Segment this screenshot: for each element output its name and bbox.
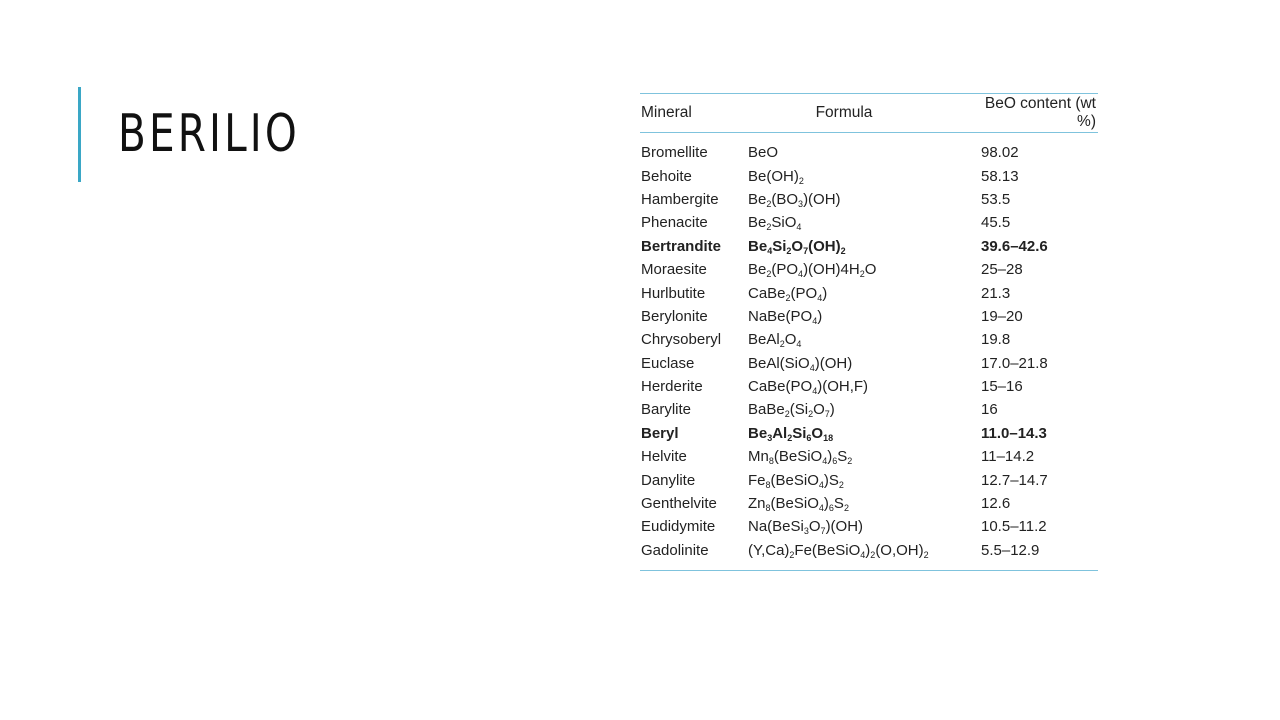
formula-cell: BeAl(SiO$_4$)(OH) — [748, 354, 853, 373]
table-row — [640, 445, 1098, 468]
table-row — [640, 188, 1098, 211]
table-row — [640, 539, 1098, 571]
beo-content-cell: 58.13 — [981, 167, 1019, 185]
mineral-cell: Eudidymite — [641, 518, 716, 536]
table-row — [640, 492, 1098, 515]
formula-cell: $Be(OH)_2$ — [748, 167, 804, 186]
mineral-cell: Bertrandite — [641, 237, 722, 255]
beo-content-cell: 98.02 — [981, 144, 1019, 162]
title-accent-bar — [78, 87, 81, 182]
table-row — [640, 375, 1098, 398]
formula-cell: $Be_4Si_2O_7(OH)_2$ — [748, 237, 846, 256]
formula-cell: $(Y,Ca)_2Fe(BeSiO_4)_2(O,OH)_2$ — [748, 541, 929, 560]
slide-title: BERILIO — [118, 104, 300, 164]
mineral-cell: Phenacite — [641, 214, 708, 232]
mineral-cell: Beryl — [641, 424, 679, 442]
table-row — [640, 235, 1098, 258]
beo-content-cell: 15–16 — [981, 378, 1023, 396]
beo-content-cell: 19–20 — [981, 307, 1023, 325]
formula-cell: $Be_3Al_2Si_6O_{18}$ — [748, 424, 834, 443]
mineral-cell: Berylonite — [641, 307, 708, 325]
beo-content-cell: 39.6–42.6 — [981, 237, 1048, 255]
table-row — [640, 398, 1098, 421]
mineral-cell: Euclase — [641, 354, 695, 372]
beo-content-cell: 19.8 — [981, 331, 1011, 349]
table-row — [640, 281, 1098, 304]
table-row — [640, 352, 1098, 375]
beo-content-cell: 16 — [981, 401, 998, 419]
mineral-cell: Hurlbutite — [641, 284, 706, 302]
mineral-cell: Chrysoberyl — [641, 331, 722, 349]
mineral-cell: Gadolinite — [641, 541, 709, 559]
formula-cell: $Be_2(BO_3)(OH)$ — [748, 190, 841, 209]
table-row — [640, 515, 1098, 538]
mineral-cell: Hambergite — [641, 190, 719, 208]
mineral-cell: Danylite — [641, 471, 696, 489]
beo-content-cell: 25–28 — [981, 261, 1023, 279]
formula-cell: $Fe_8(BeSiO_4)S_2$ — [748, 471, 844, 490]
table-row — [640, 133, 1098, 165]
table-header-row — [640, 94, 1098, 133]
formula-cell: $Zn_8(BeSiO_4)_6S_2$ — [748, 495, 849, 514]
formula-cell: $Na(BeSi_3O_7)(OH)$ — [748, 518, 864, 537]
header-mineral: Mineral — [640, 94, 747, 133]
beo-content-cell: 12.7–14.7 — [981, 471, 1048, 489]
table-row — [640, 211, 1098, 234]
mineral-cell: Moraesite — [641, 261, 707, 279]
mineral-cell: Helvite — [641, 448, 687, 466]
beo-content-cell: 53.5 — [981, 190, 1011, 208]
formula-cell: $BaBe_2(Si_2O_7)$ — [748, 401, 835, 420]
table-body — [640, 133, 1098, 571]
formula-cell: $Be_2SiO_4$ — [748, 214, 802, 233]
mineral-cell: Bromellite — [641, 144, 708, 162]
beo-content-cell: 5.5–12.9 — [981, 541, 1040, 559]
formula-cell: $Mn_8(BeSiO_4)_6S_2$ — [748, 448, 853, 467]
mineral-cell: Genthelvite — [641, 495, 717, 513]
formula-cell: $CaBe_2(PO_4)$ — [748, 284, 828, 303]
header-formula: Formula — [747, 94, 980, 133]
beo-content-cell: 11.0–14.3 — [981, 424, 1047, 442]
formula-cell: $Be_2(PO_4)(OH)4H_2O$ — [748, 261, 877, 280]
formula-cell: $CaBe(PO_4)(OH,F)$ — [748, 378, 869, 397]
table-row — [640, 468, 1098, 491]
header-beo-content: BeO content (wt %) — [980, 94, 1098, 133]
mineral-cell: Barylite — [641, 401, 692, 419]
beo-content-cell: 45.5 — [981, 214, 1011, 232]
table-row — [640, 164, 1098, 187]
table-row — [640, 305, 1098, 328]
beryllium-minerals-table — [640, 93, 1098, 571]
beo-content-cell: 17.0–21.8 — [981, 354, 1048, 372]
mineral-table-image — [633, 86, 1103, 574]
beo-content-cell: 12.6 — [981, 495, 1011, 513]
table-row — [640, 258, 1098, 281]
table-row — [640, 328, 1098, 351]
beo-content-cell: 11–14.2 — [981, 448, 1035, 466]
beo-content-cell: 10.5–11.2 — [981, 518, 1047, 536]
table-row — [640, 422, 1098, 445]
beo-content-cell: 21.3 — [981, 284, 1011, 302]
formula-cell: $BeAl_2O_4$ — [748, 331, 802, 350]
mineral-cell: Herderite — [641, 378, 703, 396]
formula-cell: BeO — [748, 144, 779, 162]
formula-cell: $NaBe(PO_4)$ — [748, 307, 823, 326]
mineral-cell: Behoite — [641, 167, 692, 185]
